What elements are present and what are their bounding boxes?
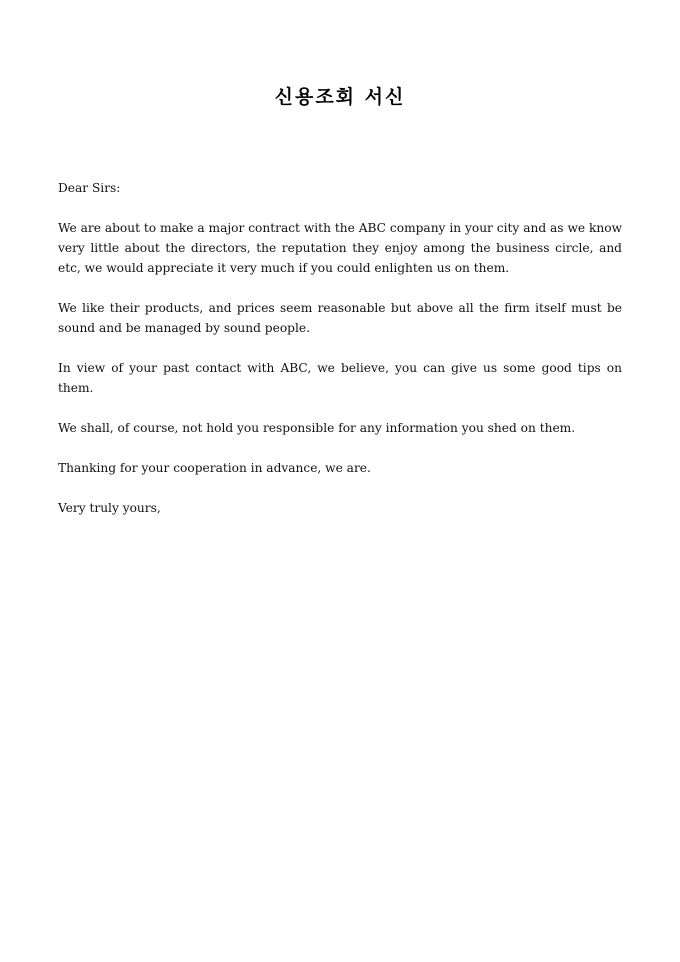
document-title: 신용조회 서신 (274, 86, 406, 108)
paragraph-contract-inquiry: We are about to make a major contract with the ABC company in your city and as we know very little about the directors, the reputation they enjoy among the business circle, and etc, we would appreciate it very much if you could enlighten us on them. (58, 221, 622, 275)
salutation: Dear Sirs: (58, 181, 121, 195)
paragraph-responsibility: We shall, of course, not hold you responsible for any information you shed on them. (58, 421, 576, 435)
paragraph-products: We like their products, and prices seem reasonable but above all the firm itself must be sound and be managed by sound people. (58, 301, 622, 335)
letter-body (58, 178, 622, 538)
paragraph-past-contact: In view of your past contact with ABC, we believe, you can give us some good tips on them. (58, 361, 622, 395)
closing: Very truly yours, (58, 501, 161, 515)
paragraph-thanks: Thanking for your cooperation in advance, we are. (58, 461, 371, 475)
